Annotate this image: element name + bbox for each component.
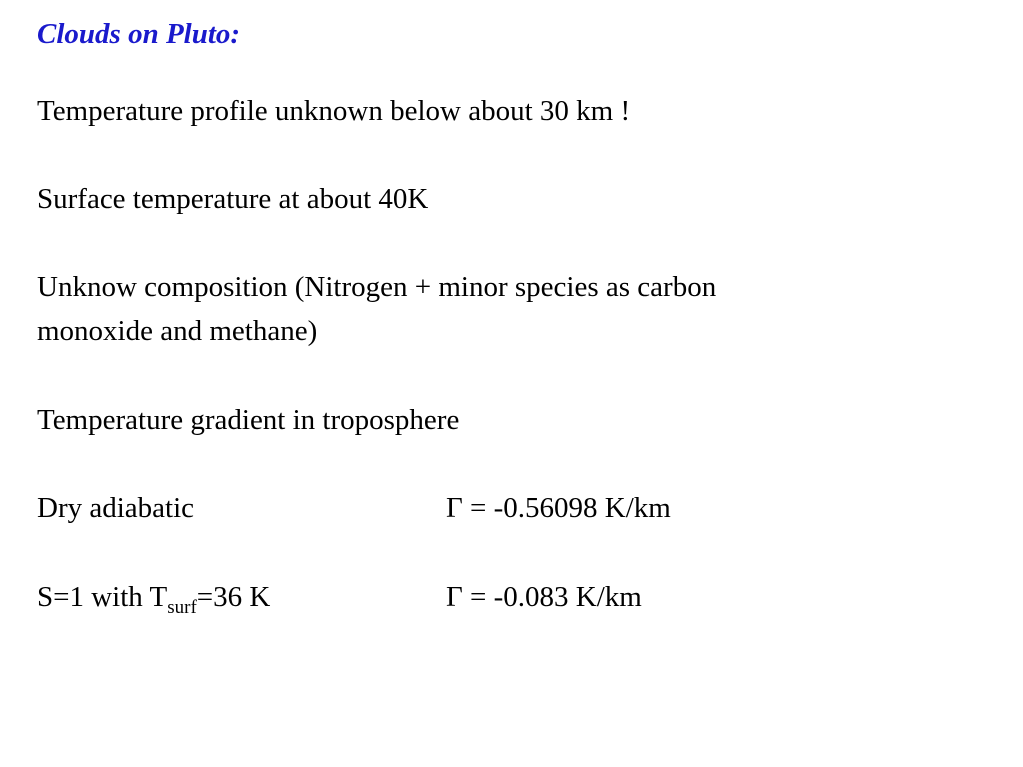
dry-adiabatic-gamma: Γ = -0.56098 K/km [446, 492, 671, 524]
surface-temperature-line: Surface temperature at about 40K [37, 183, 429, 215]
surf-subscript: surf [167, 597, 197, 618]
composition-line-1: Unknow composition (Nitrogen + minor species as carbon [37, 271, 717, 303]
saturated-label-prefix: S=1 with T [37, 581, 168, 613]
composition-line-2: monoxide and methane) [37, 315, 318, 347]
gradient-line: Temperature gradient in troposphere [37, 404, 460, 436]
profile-line: Temperature profile unknown below about 30 km ! [37, 95, 631, 127]
saturated-label-suffix: =36 K [196, 581, 271, 613]
dry-adiabatic-label: Dry adiabatic [37, 492, 195, 524]
saturated-gamma: Γ = -0.083 K/km [446, 581, 642, 613]
slide-title: Clouds on Pluto: [37, 18, 241, 50]
saturated-label [37, 581, 271, 618]
